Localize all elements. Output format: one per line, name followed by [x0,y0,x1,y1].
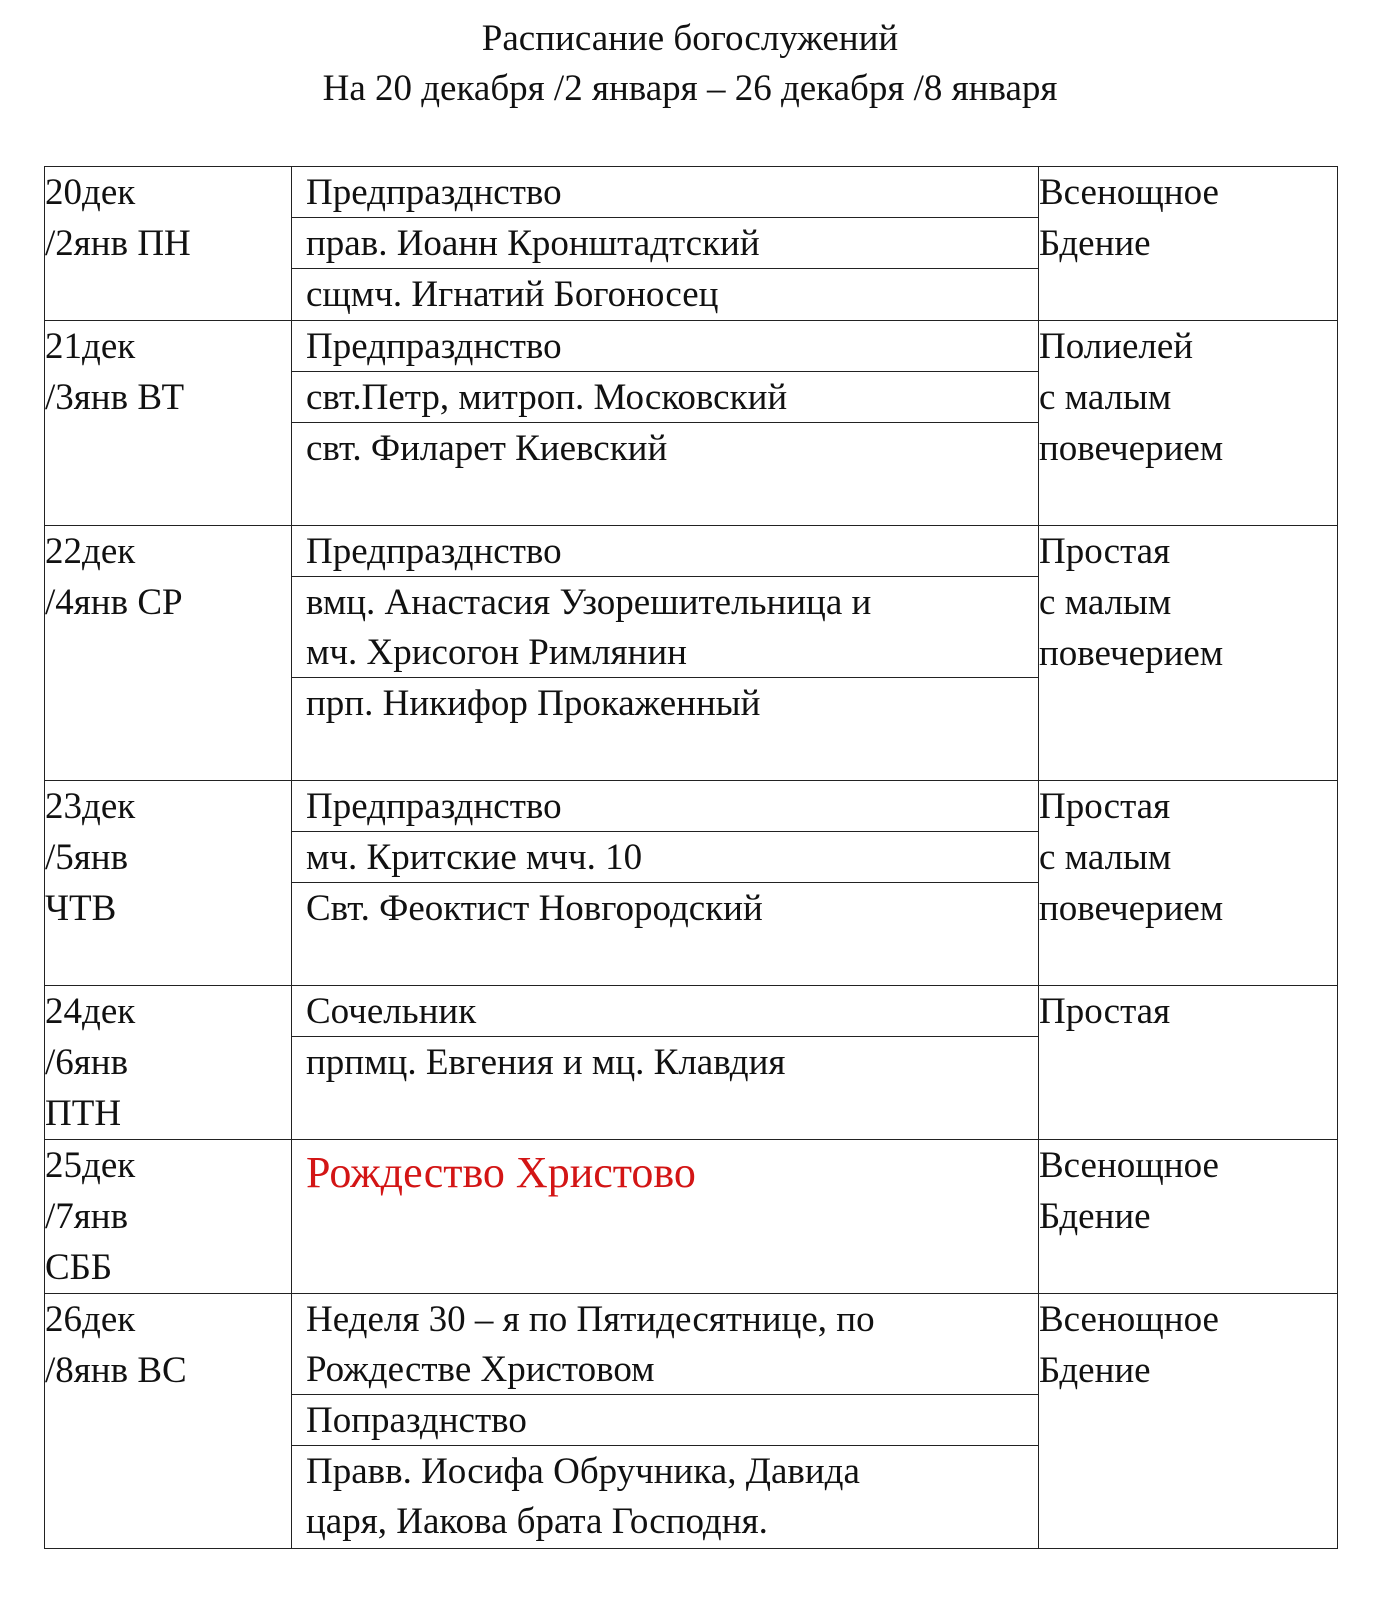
event-line: Свт. Феоктист Новгородский [306,888,763,929]
events-cell [292,986,1039,1140]
event-entry [292,1294,1038,1395]
date-cell [45,1140,292,1294]
events-cell [292,1294,1039,1549]
service-type-line: повечерием [1039,888,1224,929]
event-line: прп. Никифор Прокаженный [306,683,761,724]
date-line: 26дек [45,1299,136,1340]
event-entry [292,986,1038,1037]
service-type-cell [1039,1294,1338,1549]
events-cell [292,781,1039,986]
event-entry [292,218,1038,269]
event-entry [292,883,1038,985]
date-line: 22дек [45,531,136,572]
event-entry [292,423,1038,525]
date-line: /8янв ВС [45,1350,187,1391]
header [0,14,1380,114]
date-line: 25дек [45,1145,136,1186]
event-entry [292,1446,1038,1548]
event-line: Попразднство [306,1400,527,1441]
service-type-line: Бдение [1039,1196,1151,1237]
day-row [45,1140,1338,1294]
service-type-line: повечерием [1039,633,1224,674]
service-type-line: с малым [1039,377,1172,418]
event-entry [292,678,1038,780]
date-line: ПТН [45,1093,122,1134]
service-type-cell [1039,321,1338,526]
date-line: /6янв [45,1042,129,1083]
date-cell [45,781,292,986]
service-type-line: Простая [1039,786,1171,827]
event-entry [292,1037,1038,1137]
events-cell [292,321,1039,526]
events-cell [292,167,1039,321]
date-cell [45,167,292,321]
date-cell [45,1294,292,1549]
date-line: /2янв ПН [45,223,191,264]
service-type-cell [1039,167,1338,321]
service-type-line: повечерием [1039,428,1224,469]
event-entry [292,269,1038,320]
event-line: мч. Критские мчч. 10 [306,837,643,878]
event-entry [292,832,1038,883]
page-title: Расписание богослужений [481,18,899,59]
event-line: Предпразднство [306,326,562,367]
day-row [45,781,1338,986]
event-line: прпмц. Евгения и мц. Клавдия [306,1042,786,1083]
feast-entry [292,1140,1038,1290]
event-entry [292,321,1038,372]
service-type-line: Всенощное [1039,172,1219,213]
day-row [45,1294,1338,1549]
service-type-line: Простая [1039,531,1171,572]
events-cell [292,1140,1039,1294]
day-row [45,526,1338,781]
event-line: свт.Петр, митроп. Московский [306,377,788,418]
date-line: /4янв СР [45,582,183,623]
service-type-cell [1039,781,1338,986]
service-type-line: Всенощное [1039,1145,1219,1186]
date-line: 24дек [45,991,136,1032]
event-line: мч. Хрисогон Римлянин [306,632,687,673]
service-type-line: Бдение [1039,223,1151,264]
service-type-line: Всенощное [1039,1299,1219,1340]
date-cell [45,986,292,1140]
date-line: 21дек [45,326,136,367]
event-line: Сочельник [306,991,477,1032]
date-line: /7янв [45,1196,129,1237]
event-line: прав. Иоанн Кронштадтский [306,223,760,264]
date-range: На 20 декабря /2 января – 26 декабря /8 января [322,68,1058,109]
service-type-line: Бдение [1039,1350,1151,1391]
event-line: сщмч. Игнатий Богоносец [306,274,719,315]
service-type-cell [1039,526,1338,781]
day-row [45,167,1338,321]
date-line: СББ [45,1247,113,1288]
service-type-line: с малым [1039,837,1172,878]
event-line: Правв. Иосифа Обручника, Давида [306,1451,860,1492]
event-entry [292,577,1038,678]
service-type-cell [1039,1140,1338,1294]
event-line: Неделя 30 – я по Пятидесятнице, по [306,1299,875,1340]
day-row [45,321,1338,526]
event-line: вмц. Анастасия Узорешительница и [306,582,872,623]
event-entry [292,1395,1038,1446]
event-line: царя, Иакова брата Господня. [306,1501,768,1542]
date-line: /5янв [45,837,129,878]
event-entry [292,372,1038,423]
event-line: Рождество Христово [306,1148,696,1197]
service-type-cell [1039,986,1338,1140]
event-entry [292,781,1038,832]
date-cell [45,526,292,781]
event-line: свт. Филарет Киевский [306,428,668,469]
event-entry [292,167,1038,218]
event-entry [292,526,1038,577]
event-line: Предпразднство [306,531,562,572]
event-line: Рождестве Христовом [306,1349,655,1390]
date-line: 20дек [45,172,136,213]
service-type-line: Полиелей [1039,326,1194,367]
event-line: Предпразднство [306,786,562,827]
date-line: /3янв ВТ [45,377,185,418]
schedule-table [44,166,1338,1549]
date-line: ЧТВ [45,888,117,929]
event-line: Предпразднство [306,172,562,213]
date-line: 23дек [45,786,136,827]
day-row [45,986,1338,1140]
service-type-line: с малым [1039,582,1172,623]
service-type-line: Простая [1039,991,1171,1032]
date-cell [45,321,292,526]
events-cell [292,526,1039,781]
schedule-body [45,167,1338,1549]
